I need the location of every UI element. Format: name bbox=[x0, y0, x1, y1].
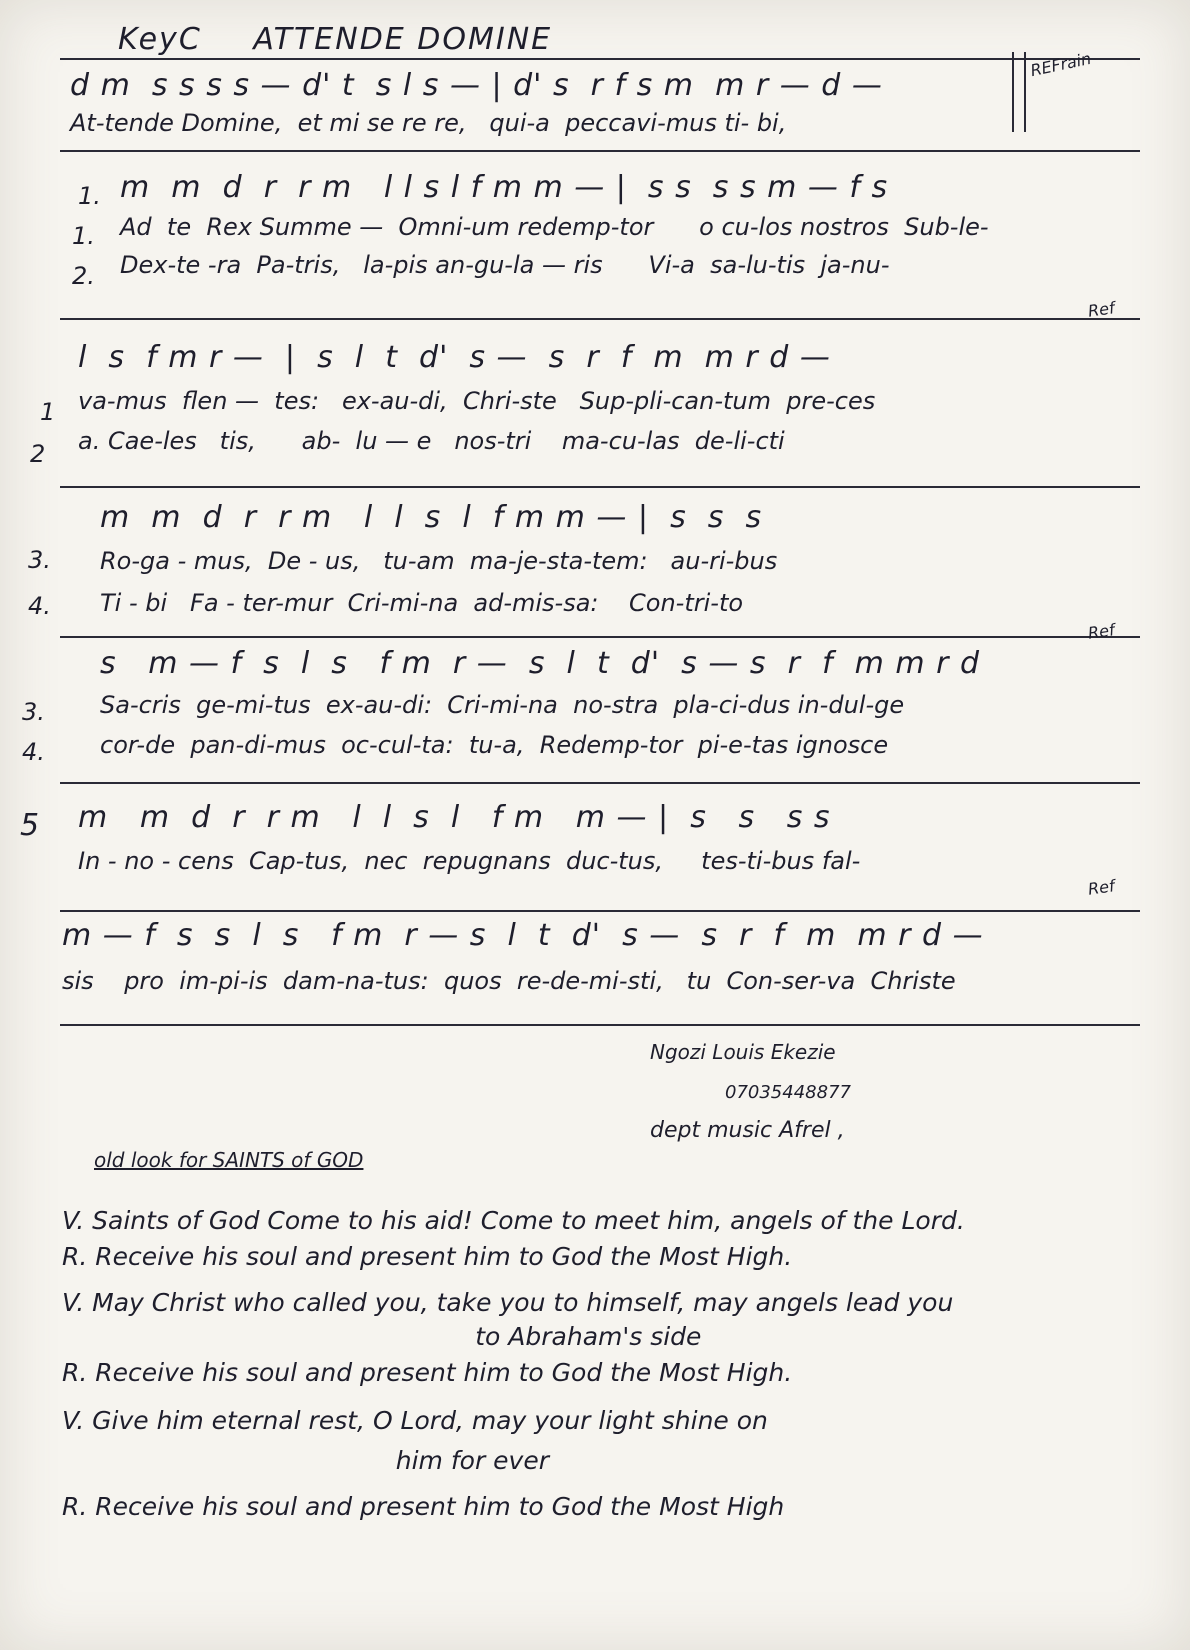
verse-lyrics-line: sis pro im-pi-is dam-na-tus: quos re-de-mi-sti, tu Con-ser-va Christe bbox=[62, 967, 956, 995]
refrain-marker: Ref bbox=[1086, 298, 1116, 321]
responsory-line: to Abraham's side bbox=[62, 1322, 702, 1351]
page-header bbox=[118, 22, 552, 57]
verse-block-1 bbox=[120, 170, 1140, 279]
verse-number: 2 bbox=[30, 440, 46, 468]
verse-solfa: m m d r r m l l s l f m m — | s s s s m — f s bbox=[120, 170, 889, 205]
responsory-heading: old look for SAINTS of GOD bbox=[94, 1148, 364, 1172]
refrain-lyrics: At-tende Domine, et mi se re re, qui-a peccavi-mus ti- bi, bbox=[70, 109, 787, 137]
composer-name: Ngozi Louis Ekezie bbox=[650, 1040, 836, 1064]
divider bbox=[60, 636, 1140, 638]
verse-lyrics-line: va-mus flen — tes: ex-au-di, Chri-ste Sup-pli-can-tum pre-ces bbox=[78, 387, 876, 415]
responsory-line: V. Saints of God Come to his aid! Come to meet him, angels of the Lord. bbox=[62, 1206, 965, 1235]
verse-solfa: m m d r r m l l s l f m m — | s s s s bbox=[78, 800, 831, 835]
verse-lyrics-line: Ro-ga - mus, De - us, tu-am ma-je-sta-tem: au-ri-bus bbox=[100, 547, 778, 575]
verse-number: 3. bbox=[28, 546, 51, 574]
verse-block-2 bbox=[78, 340, 1140, 455]
verse-block-4 bbox=[100, 646, 1140, 759]
divider bbox=[60, 486, 1140, 488]
key-signature: KeyC bbox=[118, 22, 202, 57]
verse-number: 1 bbox=[40, 398, 56, 426]
verse-number: 4. bbox=[22, 738, 45, 766]
verse-solfa: l s f m r — | s l t d' s — s r f m m r d — bbox=[78, 340, 831, 375]
composer-dept: dept music Afrel , bbox=[650, 1118, 845, 1143]
verse-number: 1. bbox=[78, 182, 101, 210]
responsory-line: R. Receive his soul and present him to God the Most High. bbox=[62, 1242, 793, 1271]
composer-phone: 07035448877 bbox=[725, 1082, 851, 1103]
refrain-marker: Ref bbox=[1086, 876, 1116, 899]
verse-block-5 bbox=[78, 800, 1140, 875]
verse-lyrics-line: Sa-cris ge-mi-tus ex-au-di: Cri-mi-na no-stra pla-ci-dus in-dul-ge bbox=[100, 691, 905, 719]
verse-block-3 bbox=[100, 500, 1140, 617]
divider bbox=[60, 150, 1140, 152]
divider bbox=[60, 1024, 1140, 1026]
verse-number: 3. bbox=[22, 698, 45, 726]
verse-solfa: m m d r r m l l s l f m m — | s s s bbox=[100, 500, 763, 535]
refrain-marker: Ref bbox=[1086, 620, 1116, 643]
refrain-block bbox=[70, 68, 1140, 137]
responsory-line: R. Receive his soul and present him to God the Most High. bbox=[62, 1358, 793, 1387]
divider bbox=[60, 910, 1140, 912]
divider bbox=[60, 58, 1140, 60]
verse-lyrics-line: Dex-te -ra Pa-tris, la-pis an-gu-la — ris Vi-a sa-lu-tis ja-nu- bbox=[120, 251, 890, 279]
verse-number: 5 bbox=[20, 808, 40, 843]
verse-solfa: s m — f s l s f m r — s l t d' s — s r f m m r d bbox=[100, 646, 981, 681]
divider bbox=[60, 782, 1140, 784]
verse-solfa: m — f s s l s f m r — s l t d' s — s r f m m r d — bbox=[62, 918, 984, 953]
verse-number: 4. bbox=[28, 592, 51, 620]
verse-lyrics-line: In - no - cens Cap-tus, nec repugnans duc-tus, tes-ti-bus fal- bbox=[78, 847, 861, 875]
verse-number: 2. bbox=[72, 262, 95, 290]
hymn-title: ATTENDE DOMINE bbox=[253, 22, 553, 57]
verse-number: 1. bbox=[72, 222, 95, 250]
verse-lyrics-line: Ti - bi Fa - ter-mur Cri-mi-na ad-mis-sa: Con-tri-to bbox=[100, 589, 744, 617]
responsory-line: V. Give him eternal rest, O Lord, may your light shine on bbox=[62, 1406, 768, 1435]
refrain-marker: REFrain bbox=[1028, 48, 1093, 81]
responsory-line: V. May Christ who called you, take you to himself, may angels lead you bbox=[62, 1288, 954, 1317]
verse-lyrics-line: cor-de pan-di-mus oc-cul-ta: tu-a, Redemp-tor pi-e-tas ignosce bbox=[100, 731, 889, 759]
verse-lyrics-line: Ad te Rex Summe — Omni-um redemp-tor o cu-los nostros Sub-le- bbox=[120, 213, 989, 241]
verse-lyrics-line: a. Cae-les tis, ab- lu — e nos-tri ma-cu-las de-li-cti bbox=[78, 427, 785, 455]
verse-block-6 bbox=[62, 918, 1140, 995]
responsory-line: R. Receive his soul and present him to God the Most High bbox=[62, 1492, 785, 1521]
responsory-line: him for ever bbox=[62, 1446, 550, 1475]
divider bbox=[60, 318, 1140, 320]
refrain-solfa: d m s s s s — d' t s l s — | d' s r f s m m r — d — bbox=[70, 68, 883, 103]
